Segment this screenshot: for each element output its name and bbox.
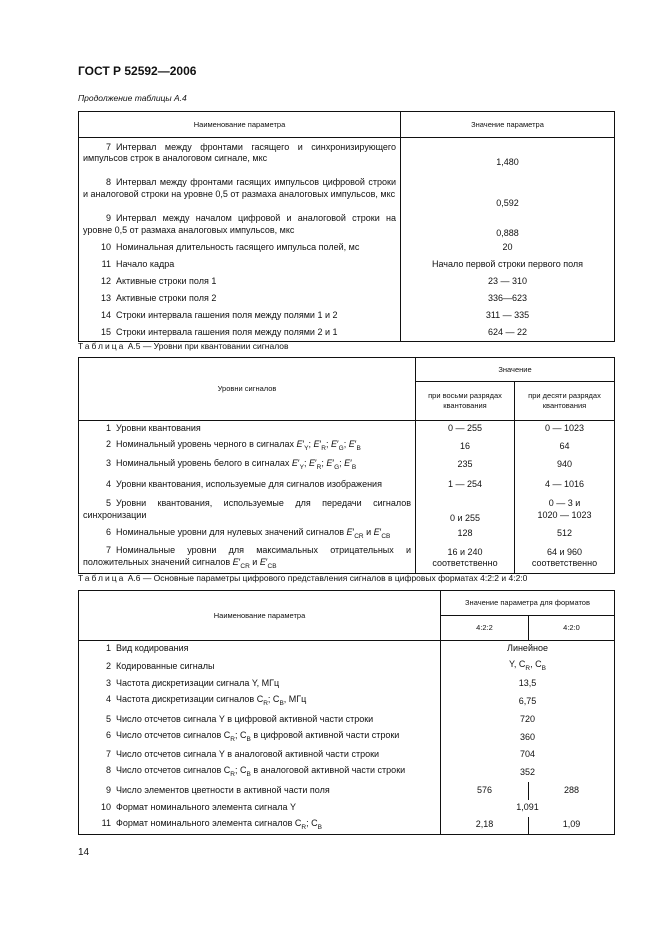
value-10bit: 4 — 1016 (515, 475, 615, 495)
value-422: 2,18 (441, 817, 529, 835)
parameter-name: Начало кадра (116, 259, 175, 270)
parameter-name: Число отсчетов сигнала Y в аналоговой активной части строки (116, 749, 380, 760)
parameter-name: Уровни квантования, используемые для сигналов изображения (116, 478, 382, 489)
row-number: 1 (105, 423, 111, 434)
signal-symbols: $E'_{CR}$ и $E'_{CB}$ (346, 526, 391, 540)
table-a5-header-10bit: при десяти разрядах квантования (515, 382, 615, 421)
row-number: 4 (105, 694, 111, 705)
parameter-name: Число элементов цветности в активной части поля (116, 784, 330, 795)
parameter-value: 336—623 (401, 291, 615, 308)
parameter-value: 704 (441, 747, 615, 764)
value-8bit: 128 (416, 525, 515, 544)
table-row (79, 421, 615, 438)
parameter-name: Формат номинального элемента сигнала Y (116, 802, 297, 813)
table-row (79, 291, 615, 308)
table-row (79, 525, 615, 544)
row-number: 12 (100, 276, 111, 287)
row-number: 11 (101, 259, 111, 270)
table-row (79, 325, 615, 342)
parameter-value: 13,5 (441, 676, 615, 693)
table-a6-header-422: 4:2:2 (441, 616, 529, 641)
parameter-name: Активные строки поля 2 (116, 293, 217, 304)
row-number: 2 (105, 439, 111, 450)
value-8bit: 0 — 255 (416, 421, 515, 438)
table-a5-header-value: Значение (416, 358, 615, 382)
table-row (79, 676, 615, 693)
table-a6-header-420: 4:2:0 (529, 616, 615, 641)
value-420: 1,09 (529, 817, 615, 835)
table-row (79, 438, 615, 456)
table-row (79, 274, 615, 291)
table-row (79, 711, 615, 729)
value-8bit: 0 и 255 (416, 495, 515, 525)
parameter-value: 20 (401, 240, 615, 257)
row-number: 11 (101, 818, 111, 829)
document-title: ГОСТ Р 52592—2006 (78, 64, 197, 78)
row-number: 1 (105, 643, 111, 654)
table-row (79, 693, 615, 711)
parameter-value: 0,888 (401, 210, 615, 240)
parameter-name: Число отсчетов сигналов $C_R$; $C_B$ в аналоговой активной части строки (116, 765, 406, 779)
row-number: 5 (105, 713, 111, 724)
parameter-name: Число отсчетов сигналов $C_R$; $C_B$ в цифровой активной части строки (116, 730, 400, 744)
table-a4 (78, 111, 615, 342)
value-8bit: 16 (416, 438, 515, 456)
table-label: Таблица (78, 573, 126, 583)
parameter-value: 311 — 335 (401, 308, 615, 325)
table-a4-caption: Продолжение таблицы А.4 (78, 93, 187, 103)
parameter-name: Строки интервала гашения поля между полями 1 и 2 (116, 310, 338, 321)
table-title: А.6 — Основные параметры цифрового представления сигналов в цифровых форматах 4:2:2 и 4:2:0 (127, 573, 528, 583)
parameter-name: Кодированные сигналы (116, 660, 215, 671)
row-number: 7 (105, 749, 111, 760)
parameter-name: Номинальные уровни для нулевых значений сигналов (116, 526, 344, 537)
table-a6-header-value: Значение параметра для форматов (441, 591, 615, 616)
table-row (79, 817, 615, 835)
table-a5 (78, 357, 615, 574)
row-number: 4 (105, 478, 111, 489)
value-10bit: 940 (515, 456, 615, 475)
value-10bit: 0 — 3 и 1020 — 1023 (515, 495, 615, 525)
row-number: 8 (105, 765, 111, 776)
parameter-name: Номинальные уровни для максимальных отрицательных и положительных значений сигналов (83, 545, 411, 567)
parameter-name: Интервал между фронтами гасящих импульсов цифровой строки и аналоговой строки на уровне 0,5 от размаха аналоговых импульсов, мкс (83, 177, 396, 199)
value-10bit: 512 (515, 525, 615, 544)
row-number: 3 (105, 678, 111, 689)
parameter-name: Число отсчетов сигнала Y в цифровой активной части строки (116, 713, 374, 724)
parameter-value: 0,592 (401, 169, 615, 210)
table-row (79, 210, 615, 240)
parameter-name: Номинальная длительность гасящего импульса полей, мс (116, 242, 360, 253)
row-number: 8 (105, 177, 111, 188)
table-a6 (78, 590, 615, 835)
row-number: 9 (105, 784, 111, 795)
table-row (79, 729, 615, 747)
row-number: 14 (100, 310, 111, 321)
parameter-value: Линейное (441, 641, 615, 658)
value-8bit: 1 — 254 (416, 475, 515, 495)
parameter-value: 624 — 22 (401, 325, 615, 342)
value-8bit: 16 и 240 соответственно (416, 544, 515, 574)
parameter-value: Y, $C_R$, $C_B$ (441, 658, 615, 676)
table-row (79, 764, 615, 782)
parameter-name: Интервал между началом цифровой и аналоговой строки на уровне 0,5 от размаха аналоговых импульсов, мкс (83, 212, 396, 235)
row-number: 3 (105, 457, 111, 468)
row-number: 7 (105, 545, 111, 556)
parameter-value: 6,75 (441, 693, 615, 711)
value-420: 288 (529, 782, 615, 800)
parameter-name: Вид кодирования (116, 643, 189, 654)
signal-symbols: $E'_Y$; $E'_R$; $E'_G$; $E'_B$ (291, 457, 357, 471)
value-8bit: 235 (416, 456, 515, 475)
page-number: 14 (78, 847, 90, 858)
parameter-name: Активные строки поля 1 (116, 276, 217, 287)
row-number: 10 (100, 242, 111, 253)
table-row (79, 747, 615, 764)
table-row (79, 475, 615, 495)
parameter-value: 23 — 310 (401, 274, 615, 291)
table-a5-header-levels: Уровни сигналов (79, 358, 416, 421)
table-a5-header-8bit: при восьми разрядах квантования (416, 382, 515, 421)
table-row (79, 257, 615, 274)
parameter-value: Начало первой строки первого поля (401, 257, 615, 274)
parameter-value: 1,480 (401, 138, 615, 169)
table-a5-caption (78, 341, 289, 352)
table-row (79, 641, 615, 658)
parameter-name: Номинальный уровень белого в сигналах (116, 457, 290, 468)
value-422: 576 (441, 782, 529, 800)
table-a4-header-name: Наименование параметра (79, 112, 401, 138)
table-row (79, 456, 615, 475)
parameter-name: Интервал между фронтами гасящего и синхронизирующего импульсов строк в аналоговом сигнале, мкс (83, 141, 396, 164)
table-row (79, 308, 615, 325)
parameter-name: Формат номинального элемента сигналов $C_R$; $C_B$ (116, 818, 322, 831)
signal-symbols: $E'_Y$; $E'_R$; $E'_G$; $E'_B$ (296, 439, 361, 453)
table-row (79, 800, 615, 817)
signal-symbols: $E'_{CR}$ и $E'_{CB}$ (232, 556, 277, 570)
value-10bit: 64 и 960 соответственно (515, 544, 615, 574)
table-row (79, 240, 615, 257)
table-row (79, 782, 615, 800)
parameter-name: Строки интервала гашения поля между полями 2 и 1 (116, 326, 338, 337)
table-a6-caption (78, 573, 527, 584)
table-row (79, 138, 615, 169)
table-row (79, 495, 615, 525)
row-number: 6 (105, 526, 111, 537)
row-number: 6 (105, 730, 111, 741)
parameter-value: 352 (441, 764, 615, 782)
row-number: 10 (100, 802, 111, 813)
parameter-value: 360 (441, 729, 615, 747)
parameter-name: Частота дискретизации сигнала Y, МГц (116, 678, 280, 689)
table-row (79, 169, 615, 210)
row-number: 13 (100, 293, 111, 304)
parameter-name: Уровни квантования, используемые для передачи сигналов синхронизации (83, 497, 411, 520)
table-row (79, 544, 615, 574)
table-row (79, 658, 615, 676)
row-number: 9 (105, 212, 111, 223)
parameter-name: Номинальный уровень черного в сигналах (116, 439, 294, 450)
row-number: 7 (105, 141, 111, 152)
table-a4-header-value: Значение параметра (401, 112, 615, 138)
parameter-value: 720 (441, 711, 615, 729)
table-label: Таблица (78, 341, 126, 351)
row-number: 2 (105, 660, 111, 671)
row-number: 5 (105, 497, 111, 508)
table-a6-header-name: Наименование параметра (79, 591, 441, 641)
parameter-value: 1,091 (441, 800, 615, 817)
table-title: А.5 — Уровни при квантовании сигналов (127, 341, 289, 351)
value-10bit: 0 — 1023 (515, 421, 615, 438)
row-number: 15 (100, 326, 111, 337)
parameter-name: Частота дискретизации сигналов $C_R$; $C_B$, МГц (116, 694, 307, 708)
value-10bit: 64 (515, 438, 615, 456)
parameter-name: Уровни квантования (116, 423, 201, 434)
